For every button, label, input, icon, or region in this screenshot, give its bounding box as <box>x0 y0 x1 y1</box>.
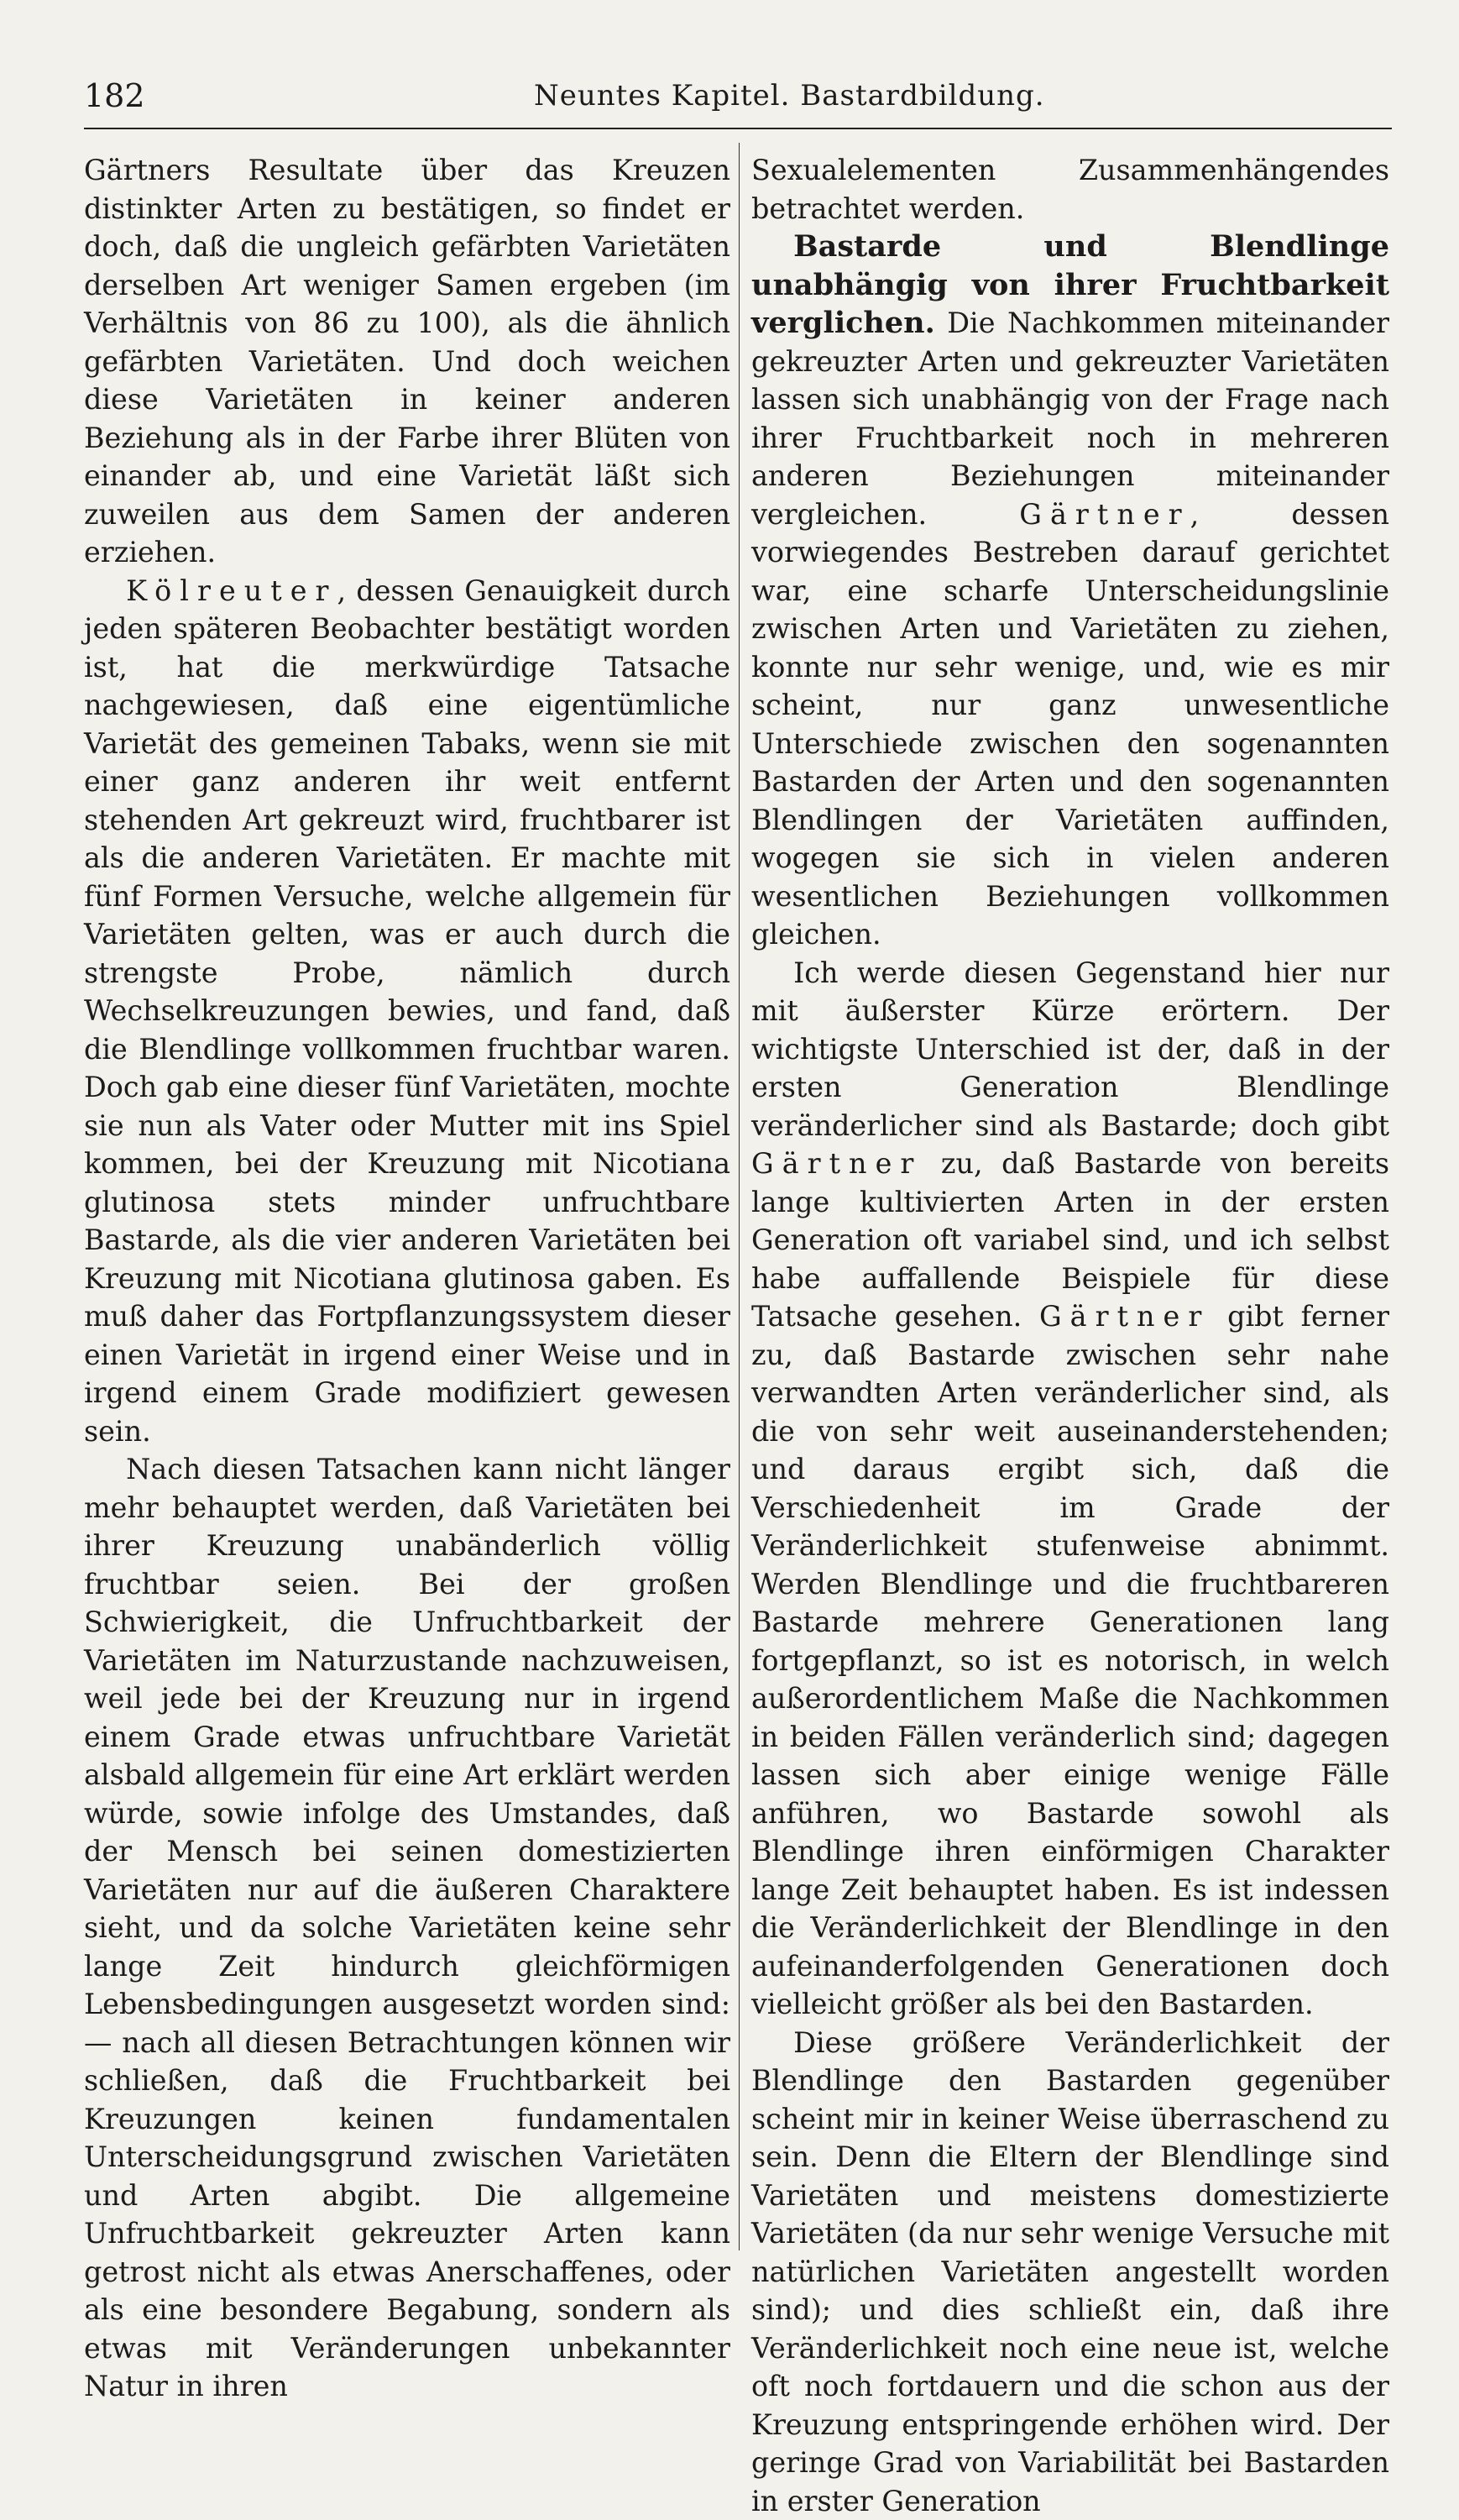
page-header <box>84 69 1392 129</box>
section-heading: Bastarde und Blendlinge unabhängig von ihrer Fruchtbarkeit verglichen. <box>751 229 1389 340</box>
paragraph: Kölreuter, dessen Genauigkeit durch jeden späteren Beobachter bestätigt worden ist, hat die merkwürdige Tatsache nachgewiesen, daß eine eigentümliche Varietät des gemeinen Tabaks, wenn sie mit einer ganz anderen ihr weit entfernt stehenden Art gekreuzt wird, fruchtbarer ist als die anderen Varietäten. Er machte mit fünf Formen Versuche, welche allgemein für Varietäten gelten, was er auch durch die strengste Probe, nämlich durch Wechselkreuzungen bewies, und fand, daß die Blendlinge vollkommen fruchtbar waren. Doch gab eine dieser fünf Varietäten, mochte sie nun als Vater oder Mutter mit ins Spiel kommen, bei der Kreuzung mit Nicotiana glutinosa stets minder unfruchtbare Bastarde, als die vier anderen Varietäten bei Kreuzung mit Nicotiana glutinosa gaben. Es muß daher das Fortpflanzungssystem dieser einen Varietät in irgend einer Weise und in irgend einem Grade modifiziert gewesen sein. <box>84 572 730 1451</box>
author-name: Gärtner <box>1039 1300 1210 1333</box>
paragraph: Diese größere Veränderlichkeit der Blendlinge den Bastarden gegenüber scheint mir in keiner Weise überraschend zu sein. Denn die Eltern der Blendlinge sind Varietäten und meistens domestizierte Varietäten (da nur sehr wenige Versuche mit natürlichen Varietäten angestellt worden sind); und dies schließt ein, daß ihre Veränderlichkeit noch eine neue ist, welche oft noch fortdauern und die schon aus der Kreuzung entspringende erhöhen wird. Der geringe Grad von Variabilität bei Bastarden in erster Generation <box>751 2024 1389 2520</box>
running-title: Neuntes Kapitel. Bastardbildung. <box>534 79 1045 113</box>
page-number: 182 <box>84 77 145 114</box>
author-name: Gärtner <box>1019 498 1190 531</box>
paragraph: Ich werde diesen Gegenstand hier nur mit äußerster Kürze erörtern. Der wichtigste Unterschied ist der, daß in der ersten Generation Blendlinge veränderlicher sind als Bastarde; doch gibt Gärtner zu, daß Bastarde von bereits lange kultivierten Arten in der ersten Generation oft variabel sind, und ich selbst habe auffallende Beispiele für diese Tatsache gesehen. Gärtner gibt ferner zu, daß Bastarde zwischen sehr nahe verwandten Arten veränderlicher sind, als die von sehr weit auseinanderstehenden; und daraus ergibt sich, daß die Verschiedenheit im Grade der Veränderlichkeit stufenweise abnimmt. Werden Blendlinge und die fruchtbareren Bastarde mehrere Generationen lang fortgepflanzt, so ist es notorisch, in welch außerordentlichem Maße die Nachkommen in beiden Fällen veränderlich sind; dagegen lassen sich aber einige wenige Fälle anführen, wo Bastarde sowohl als Blendlinge ihren einförmigen Charakter lange Zeit behauptet haben. Es ist indessen die Veränderlichkeit der Blendlinge in den aufeinanderfolgenden Generationen doch vielleicht größer als bei den Bastarden. <box>751 954 1389 2024</box>
paragraph: Gärtners Resultate über das Kreuzen distinkter Arten zu bestätigen, so findet er doch, daß die ungleich gefärbten Varietäten derselben Art weniger Samen ergeben (im Verhältnis von 86 zu 100), als die ähnlich gefärbten Varietäten. Und doch weichen diese Varietäten in keiner anderen Beziehung als in der Farbe ihrer Blüten von einander ab, und eine Varietät läßt sich zuweilen aus dem Samen der anderen erziehen. <box>84 151 730 572</box>
paragraph: Nach diesen Tatsachen kann nicht länger mehr behauptet werden, daß Varietäten bei ihrer Kreuzung unabänderlich völlig fruchtbar seien. Bei der großen Schwierigkeit, die Unfruchtbarkeit der Varietäten im Naturzustande nachzuweisen, weil jede bei der Kreuzung nur in irgend einem Grade etwas unfruchtbare Varietät alsbald allgemein für eine Art erklärt werden würde, sowie infolge des Umstandes, daß der Mensch bei seinen domestizierten Varietäten nur auf die äußeren Charaktere sieht, und da solche Varietäten keine sehr lange Zeit hindurch gleichförmigen Lebensbedingungen ausgesetzt worden sind: — nach all diesen Betrachtungen können wir schließen, daß die Fruchtbarkeit bei Kreuzungen keinen fundamentalen Unterscheidungsgrund zwischen Varietäten und Arten abgibt. Die allgemeine Unfruchtbarkeit gekreuzter Arten kann getrost nicht als etwas Anerschaffenes, oder als eine besondere Begabung, sondern als etwas mit Veränderungen unbekannter Natur in ihren <box>84 1450 730 2406</box>
right-column <box>751 151 1389 2520</box>
column-divider <box>739 143 740 2250</box>
paragraph: Sexualelementen Zusammenhängendes betrachtet werden. <box>751 151 1389 228</box>
left-column <box>84 151 730 2406</box>
author-name: Kölreuter <box>126 574 337 607</box>
author-name: Gärtner <box>751 1147 922 1180</box>
paragraph: Bastarde und Blendlinge unabhängig von ihrer Fruchtbarkeit verglichen. Die Nachkommen miteinander gekreuzter Arten und gekreuzter Varietäten lassen sich unabhängig von der Frage nach ihrer Fruchtbarkeit noch in mehreren anderen Beziehungen miteinander vergleichen. Gärtner, dessen vorwiegendes Bestreben darauf gerichtet war, eine scharfe Unterscheidungslinie zwischen Arten und Varietäten zu ziehen, konnte nur sehr wenige, und, wie es mir scheint, nur ganz unwesentliche Unterschiede zwischen den sogenannten Bastarden der Arten und den sogenannten Blendlingen der Varietäten auffinden, wogegen sie sich in vielen anderen wesentlichen Beziehungen vollkommen gleichen. <box>751 228 1389 954</box>
